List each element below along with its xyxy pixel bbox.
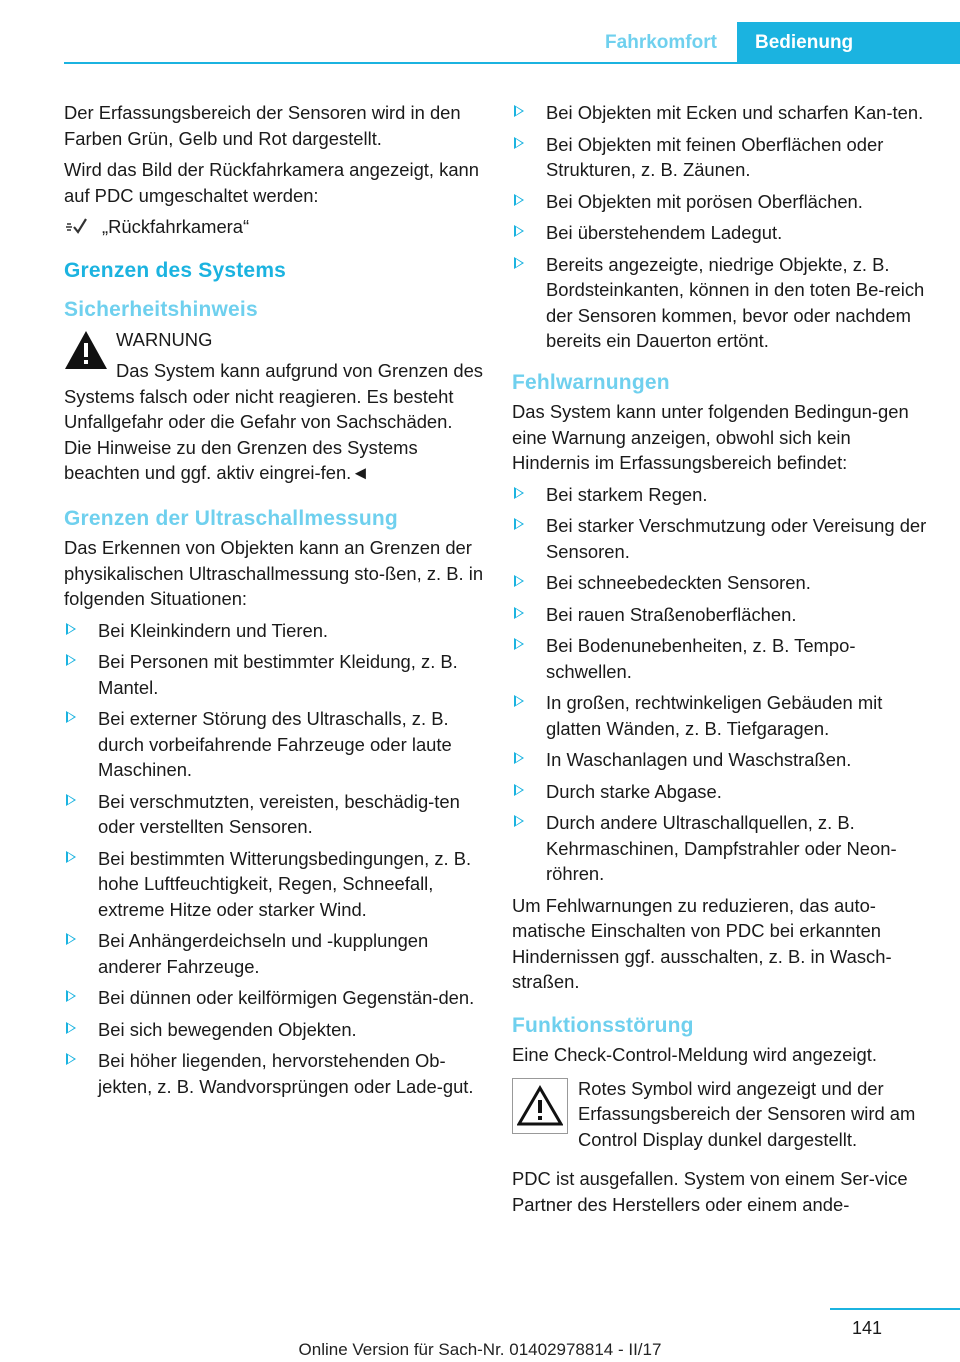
header-rule xyxy=(64,62,960,64)
bullet-triangle-icon xyxy=(514,137,524,149)
bullet-triangle-icon xyxy=(66,654,76,666)
heading-malfunction: Funktionsstörung xyxy=(512,1013,694,1037)
bullet-triangle-icon xyxy=(514,194,524,206)
list-item: Bei starkem Regen. xyxy=(512,482,932,508)
heading-false-warnings: Fehlwarnungen xyxy=(512,370,670,394)
bullet-triangle-icon xyxy=(514,815,524,827)
list-item: Bei externer Störung des Ultraschalls, z. B. durch vorbeifahrende Fahrzeuge oder laute Maschinen. xyxy=(64,706,484,783)
list-item: Bei schneebedeckten Sensoren. xyxy=(512,570,932,596)
list-item: Bei Objekten mit feinen Oberflächen oder Strukturen, z. B. Zäunen. xyxy=(512,132,932,183)
page-number-rule xyxy=(830,1308,960,1310)
warning-triangle-icon xyxy=(64,329,108,371)
ultrasound-intro: Das Erkennen von Objekten kann an Grenzen der physikalischen Ultraschallmessung sto-ßen, z. B. in folgenden Situationen: xyxy=(64,537,484,609)
left-column xyxy=(64,100,484,1105)
footer-online-version: Online Version für Sach-Nr. 01402978814 - II/17 xyxy=(298,1340,662,1359)
warning-text: Das System kann aufgrund von Grenzen des Systems falsch oder nicht reagieren. Es besteht Unfallgefahr oder die Gefahr von Sachschäden. Die Hinweise zu den Grenzen des Systems beachten und ggf. aktiv eingrei-fen.◄ xyxy=(64,360,483,483)
bullet-triangle-icon xyxy=(514,575,524,587)
heading-safety: Sicherheitshinweis xyxy=(64,298,258,321)
page-number: 141 xyxy=(852,1318,883,1338)
list-item: Bei Anhängerdeichseln und -kupplungen anderer Fahrzeuge. xyxy=(64,928,484,979)
false-warnings-intro: Das System kann unter folgenden Bedingun-gen eine Warnung anzeigen, obwohl sich kein Hindernis im Erfassungsbereich befindet: xyxy=(512,401,909,473)
list-item: Bei überstehendem Ladegut. xyxy=(512,220,932,246)
bullet-triangle-icon xyxy=(514,752,524,764)
false-warnings-outro: Um Fehlwarnungen zu reduzieren, das auto-matische Einschalten von PDC bei erkannten Hindernissen ggf. ausschalten, z. B. in Wasch-straßen. xyxy=(512,894,892,992)
bullet-triangle-icon xyxy=(66,1022,76,1034)
fault-symbol-text: Rotes Symbol wird angezeigt und der Erfassungsbereich der Sensoren wird am Control Display dunkel dargestellt. xyxy=(578,1077,916,1150)
bullet-triangle-icon xyxy=(514,638,524,650)
list-item: In großen, rechtwinkeligen Gebäuden mit glatten Wänden, z. B. Tiefgaragen. xyxy=(512,690,932,741)
malfunction-paragraph: Eine Check-Control-Meldung wird angezeigt. xyxy=(512,1044,877,1065)
fault-symbol-block xyxy=(512,1076,932,1159)
warning-title: WARNUNG xyxy=(116,328,213,350)
false-warnings-list xyxy=(512,482,932,887)
bullet-triangle-icon xyxy=(66,933,76,945)
bullet-triangle-icon xyxy=(514,695,524,707)
bullet-triangle-icon xyxy=(514,257,524,269)
bullet-triangle-icon xyxy=(514,784,524,796)
list-item: Bei Personen mit bestimmter Kleidung, z. B. Mantel. xyxy=(64,649,484,700)
object-limits-list xyxy=(512,100,932,354)
list-item: Bei Objekten mit porösen Oberflächen. xyxy=(512,189,932,215)
header-tab-fahrkomfort: Fahrkomfort xyxy=(605,32,717,53)
list-item: Bei verschmutzten, vereisten, beschädig-ten oder verstellten Sensoren. xyxy=(64,789,484,840)
heading-limits: Grenzen des Systems xyxy=(64,258,287,282)
bullet-triangle-icon xyxy=(514,105,524,117)
bullet-triangle-icon xyxy=(66,1053,76,1065)
bullet-triangle-icon xyxy=(66,711,76,723)
list-item: Bereits angezeigte, niedrige Objekte, z. B. Bordsteinkanten, können in den toten Be-reich der Sensoren kommen, bevor oder nachdem bereits ein Dauerton ertönt. xyxy=(512,252,932,354)
bullet-triangle-icon xyxy=(514,225,524,237)
list-item: Bei starker Verschmutzung oder Vereisung der Sensoren. xyxy=(512,513,932,564)
heading-ultrasound: Grenzen der Ultraschallmessung xyxy=(64,506,398,530)
list-item: Bei Bodenunebenheiten, z. B. Tempo-schwellen. xyxy=(512,633,932,684)
header-tab-bedienung: Bedienung xyxy=(737,22,960,62)
bullet-triangle-icon xyxy=(66,794,76,806)
bullet-triangle-icon xyxy=(514,607,524,619)
bullet-triangle-icon xyxy=(66,851,76,863)
list-item: Bei Kleinkindern und Tieren. xyxy=(64,618,484,644)
list-item: Durch starke Abgase. xyxy=(512,779,932,805)
list-item: Bei bestimmten Witterungsbedingungen, z. B. hohe Luftfeuchtigkeit, Regen, Schneefall, extreme Hitze oder starker Wind. xyxy=(64,846,484,923)
warning-outline-icon xyxy=(517,1085,563,1127)
camera-check-icon xyxy=(64,217,88,237)
bullet-triangle-icon xyxy=(514,518,524,530)
intro-paragraph: Der Erfassungsbereich der Sensoren wird in den Farben Grün, Gelb und Rot dargestellt. xyxy=(64,102,461,149)
bullet-triangle-icon xyxy=(514,487,524,499)
camera-menu-row xyxy=(64,214,484,240)
list-item: Durch andere Ultraschallquellen, z. B. Kehrmaschinen, Dampfstrahler oder Neon-röhren. xyxy=(512,810,932,887)
list-item: Bei höher liegenden, hervorstehenden Ob-jekten, z. B. Wandvorsprüngen oder Lade-gut. xyxy=(64,1048,484,1099)
list-item: Bei rauen Straßenoberflächen. xyxy=(512,602,932,628)
pdc-failed-paragraph: PDC ist ausgefallen. System von einem Ser-vice Partner des Herstellers oder einem ande- xyxy=(512,1168,908,1215)
warning-block xyxy=(64,327,484,486)
camera-paragraph: Wird das Bild der Rückfahrkamera angezeigt, kann auf PDC umgeschaltet werden: xyxy=(64,159,480,206)
list-item: Bei dünnen oder keilförmigen Gegenstän-den. xyxy=(64,985,484,1011)
list-item: Bei sich bewegenden Objekten. xyxy=(64,1017,484,1043)
warning-symbol-box xyxy=(512,1078,568,1134)
list-item: Bei Objekten mit Ecken und scharfen Kan-ten. xyxy=(512,100,932,126)
camera-label: „Rückfahrkamera“ xyxy=(102,216,250,237)
right-column xyxy=(512,100,932,1223)
ultrasound-limits-list xyxy=(64,618,484,1100)
list-item: In Waschanlagen und Waschstraßen. xyxy=(512,747,932,773)
bullet-triangle-icon xyxy=(66,990,76,1002)
bullet-triangle-icon xyxy=(66,623,76,635)
